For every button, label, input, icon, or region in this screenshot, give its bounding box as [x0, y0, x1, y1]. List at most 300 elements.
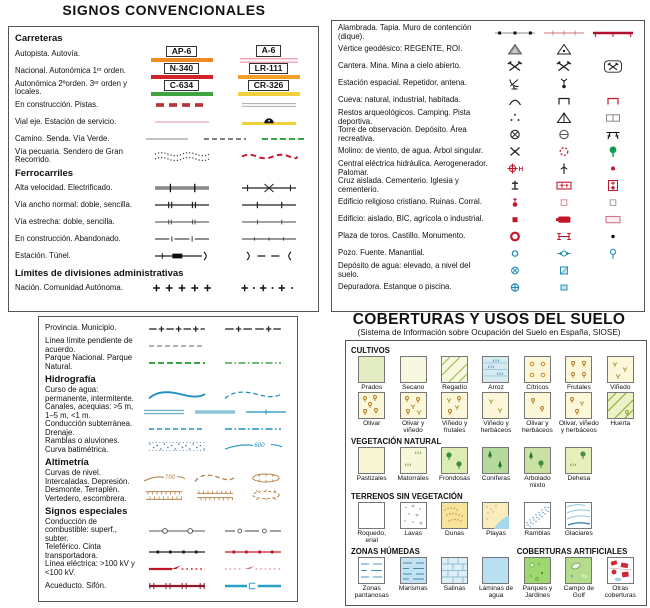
coverage-tile-label: Frondosas	[438, 475, 471, 482]
coverage-tile	[558, 392, 599, 434]
road-shield-icon	[225, 45, 312, 63]
bracket-icon	[539, 94, 588, 107]
legend-row	[45, 354, 291, 371]
tri_fill-icon	[490, 43, 539, 56]
legend-row	[45, 420, 291, 437]
sq_open-icon	[539, 196, 588, 209]
svg-text:700: 700	[165, 473, 176, 481]
road-color-bar	[151, 92, 213, 96]
road-color-bar	[151, 58, 213, 62]
legend-row	[15, 63, 312, 80]
ring_bold-icon	[490, 230, 539, 243]
bic-icon	[539, 213, 588, 226]
swatch-secano	[400, 356, 427, 383]
swatch-vinedo_herb	[482, 392, 509, 419]
legend-symbols	[139, 323, 291, 335]
legend-label: Estación espacial. Repetidor, antena.	[338, 78, 467, 88]
road-shield-icon	[138, 80, 225, 96]
road-color-bar	[240, 58, 298, 63]
curvedash-icon	[215, 389, 291, 401]
dashline-icon	[139, 340, 215, 352]
thinline-icon	[138, 116, 225, 128]
section-header: Altimetría	[45, 457, 89, 468]
coverage-section-header: COBERTURAS ARTIFICIALES	[516, 547, 628, 556]
tapia-icon	[539, 27, 588, 39]
coverage-tile-label: Olivar	[363, 420, 381, 427]
road-color-bar	[238, 92, 300, 96]
legend-symbols	[138, 99, 312, 111]
legend-label: Canales, acequias: >5 m, 1–5 m, <1 m.	[45, 402, 134, 420]
legend-symbols	[138, 233, 312, 245]
legend-row	[338, 228, 638, 245]
legend-label: En construcción. Abandonado.	[15, 233, 121, 243]
coverage-tile-label: Pastizales	[356, 475, 387, 482]
coverage-tile	[558, 447, 599, 489]
crosses-icon	[138, 282, 225, 294]
coverage-tile	[475, 392, 516, 434]
coverage-tile-label: Frutales	[566, 384, 591, 391]
legend-row	[15, 80, 312, 97]
coverage-section-header: VEGETACIÓN NATURAL	[351, 437, 442, 446]
legend-label: Alambrada. Tapia. Muro de contención (dique).	[338, 23, 472, 41]
raild-icon	[138, 199, 225, 211]
rails-icon	[225, 199, 312, 211]
coverage-tile-label: Olivar, viñedo y herbáceos	[558, 420, 599, 434]
coverage-tile-label: Olivar y herbáceos	[522, 420, 553, 434]
legend-symbols	[139, 489, 291, 501]
legend-label: Autopista. Autovía.	[15, 48, 81, 58]
coverage-tile	[392, 502, 433, 544]
coverage-tile-label: Dunas	[445, 530, 465, 537]
court-icon	[589, 111, 638, 124]
road-color-bar	[238, 75, 300, 79]
circplus_blue-icon	[490, 281, 539, 294]
legend-symbols	[138, 216, 312, 228]
svg-text:600: 600	[254, 441, 265, 449]
swatch-prados	[358, 356, 385, 383]
legend-label: Restos arqueológicos. Camping. Pista deportiva.	[338, 108, 471, 126]
road-shield-icon	[225, 63, 312, 79]
legend-label: En construcción. Pistas.	[15, 99, 99, 109]
coverage-tile	[517, 392, 558, 434]
swatch-marismas	[400, 557, 427, 584]
legend-label: Línea límite pendiente de acuerdo.	[45, 336, 133, 354]
coverage-tile-label: Roquedo, erial	[357, 530, 386, 544]
legend-label: Nacional. Autonómica 1ᵉʳ orden.	[15, 65, 126, 75]
turbine-icon	[539, 162, 588, 175]
coverage-tile-label: Viñedo y frutales	[441, 420, 468, 434]
siphon-icon	[215, 580, 291, 592]
legend-row	[338, 262, 638, 279]
legend-row	[45, 577, 291, 594]
swatch-lavas	[400, 502, 427, 529]
ellipsedash-icon	[240, 489, 291, 501]
coverage-tile	[600, 557, 641, 599]
legend-row	[338, 177, 638, 194]
combdown-icon	[139, 489, 190, 501]
coverage-tile	[517, 447, 558, 489]
coverage-tile	[351, 447, 392, 489]
swatch-pastizales	[358, 447, 385, 474]
coverage-tile-label: Olivar y viñedo	[401, 420, 425, 434]
legend-label: Cueva: natural, industrial, habitada.	[338, 95, 461, 105]
coverage-tile-label: Coníferas	[481, 475, 511, 482]
legend-label: Autonómica 2ºorden. 3ᵉʳ orden y locales.	[15, 78, 128, 96]
legend-label: Parque Nacional. Parque Natural.	[45, 353, 133, 371]
legend-row	[338, 143, 638, 160]
swatch-pantanosas	[358, 557, 385, 584]
swatch-olivar_vinedo	[400, 392, 427, 419]
coverage-tile-label: Viñedo y herbáceos	[480, 420, 512, 434]
hydro-icon	[490, 162, 539, 175]
legend-symbols	[490, 247, 638, 260]
legend-row	[15, 45, 312, 63]
legend-label: Alta velocidad. Electrificado.	[15, 182, 113, 192]
coverage-tile	[475, 447, 516, 489]
fountain-icon	[539, 247, 588, 260]
swatch-olivar	[358, 392, 385, 419]
stipple-icon	[139, 440, 215, 452]
legend-label: Conducción de combustible: superf., subter.	[45, 517, 117, 543]
swatch-otras	[607, 557, 634, 584]
legend-row	[338, 245, 638, 262]
wavyred-icon	[225, 150, 312, 162]
dashdot-icon	[215, 423, 291, 435]
dashline-icon	[196, 133, 254, 145]
legend-row	[338, 75, 638, 92]
coverage-tile	[392, 447, 433, 489]
swatch-regadio	[441, 356, 468, 383]
coverage-tile-label: Arroz	[488, 384, 504, 391]
coverage-tile-label: Zonas pantanosas	[354, 585, 389, 599]
section-header: Límites de divisiones administrativas	[15, 267, 184, 279]
legend-row	[338, 279, 638, 296]
legend-symbols	[490, 27, 638, 39]
section-header: Signos especiales	[45, 506, 128, 517]
legend-symbols	[490, 94, 638, 107]
legend-symbols	[138, 116, 312, 128]
raildt-icon	[138, 216, 225, 228]
swatch-playas	[482, 502, 509, 529]
legend-label: Nación. Comunidad Autónoma.	[15, 282, 123, 292]
curvedash-icon	[190, 472, 241, 484]
pipes-icon	[139, 525, 215, 537]
combup-icon	[190, 489, 241, 501]
legend-row	[338, 109, 638, 126]
raila-icon	[225, 233, 312, 245]
rect_open-icon	[589, 213, 638, 226]
legend-label: Vértice geodésico: REGENTE, ROI.	[338, 44, 463, 54]
legend-symbols	[490, 43, 638, 56]
legend-label: Edificio: aislado, BIC, agrícola o industrial.	[338, 214, 484, 224]
elechi-icon	[139, 563, 215, 575]
legend-symbols	[139, 472, 291, 484]
coverage-tile-label: Glaciares	[564, 530, 593, 537]
legend-label: Curvas de nivel. Intercaladas. Depresión.	[45, 468, 130, 486]
service-icon	[225, 116, 312, 128]
coverage-tile	[392, 356, 433, 391]
wavydots-icon	[138, 150, 225, 162]
swatch-matorrales	[400, 447, 427, 474]
legend-row	[338, 160, 638, 177]
legend-symbols	[490, 162, 638, 175]
fence-icon	[490, 27, 539, 39]
svg-text:H: H	[518, 166, 523, 173]
coverage-tile-label: Prados	[361, 384, 383, 391]
swatch-glaciares	[565, 502, 592, 529]
legend-row	[15, 214, 312, 231]
legend-row	[45, 337, 291, 354]
road-shield-icon	[138, 46, 225, 62]
sqdiag_blue-icon	[539, 264, 588, 277]
legend-symbols	[138, 45, 312, 63]
coberturas-title: COBERTURAS Y USOS DEL SUELO	[352, 311, 626, 328]
coverage-tile	[517, 356, 558, 391]
legend-label: Depósito de agua: elevado, a nivel del suelo.	[338, 261, 471, 279]
swatch-vinedo_frutales	[441, 392, 468, 419]
legend-label: Camino. Senda. Vía Verde.	[15, 133, 110, 143]
swatch-olivar_vinedo_herb	[565, 392, 592, 419]
legend-row	[15, 131, 312, 148]
spring-icon	[589, 247, 638, 260]
coverage-tile-label: Campo de Golf	[563, 585, 595, 599]
arc_open-icon	[490, 94, 539, 107]
coverage-tile	[475, 557, 516, 599]
rotor-icon	[490, 145, 539, 158]
swatch-frondosas	[441, 447, 468, 474]
coverage-tile	[434, 392, 475, 434]
road-shield-label: A-6	[256, 45, 282, 57]
coverage-section-header: ZONAS HÚMEDAS	[351, 547, 420, 556]
legend-row	[338, 92, 638, 109]
eleclo-icon	[215, 563, 291, 575]
muro-icon	[589, 27, 638, 39]
sq_fill-icon	[490, 213, 539, 226]
dashbar-icon	[138, 99, 225, 111]
castle-icon	[539, 230, 588, 243]
legend-row	[45, 518, 291, 543]
coverage-tile	[475, 356, 516, 391]
panel-carreteras	[8, 26, 319, 312]
legend-label: Vía pecuaria. Sendero de Gran Recorrido.	[15, 146, 123, 164]
legend-label: Conducción subterránea. Drenaje.	[45, 419, 133, 437]
swatch-frutales	[565, 356, 592, 383]
railst-icon	[225, 216, 312, 228]
coverage-tile-label: Huerta	[610, 420, 631, 427]
tomb-icon	[539, 179, 588, 192]
coverage-tile	[600, 392, 641, 434]
tri_dot-icon	[539, 43, 588, 56]
road-shield-icon	[225, 80, 312, 96]
ellipseticks-icon	[240, 472, 291, 484]
railelec-icon	[225, 182, 312, 194]
dish-icon	[490, 77, 539, 90]
legend-row	[15, 114, 312, 131]
legend-label: Pozo. Fuente. Manantial.	[338, 248, 425, 258]
coverage-section-header: CULTIVOS	[351, 346, 390, 355]
thinline-icon	[138, 133, 196, 145]
church-icon	[490, 196, 539, 209]
legend-symbols	[138, 63, 312, 79]
tunnel-icon	[225, 250, 312, 262]
legend-symbols	[139, 406, 291, 418]
legend-symbols	[139, 423, 291, 435]
section-header: Ferrocarriles	[15, 167, 74, 179]
hammers-icon	[539, 60, 588, 73]
legend-title: SIGNOS CONVENCIONALES	[62, 2, 266, 18]
section-header: Carreteras	[15, 33, 63, 44]
section-header: Hidrografía	[45, 374, 96, 385]
coverage-tile-label: Dehesa	[567, 475, 591, 482]
swatch-coniferas	[482, 447, 509, 474]
panel-simbolos-puntuales	[331, 20, 645, 312]
legend-row	[45, 386, 291, 403]
swatch-ramblas	[524, 502, 551, 529]
legend-symbols	[490, 196, 638, 209]
circle_x-icon	[490, 128, 539, 141]
legend-symbols	[490, 179, 638, 192]
curvelabel-icon	[139, 472, 190, 484]
legend-symbols	[138, 199, 312, 211]
road-shield-label: LR-111	[249, 63, 289, 75]
legend-row	[338, 194, 638, 211]
road-shield-label: AP-6	[166, 46, 198, 58]
coverage-tile-label: Lavas	[404, 530, 422, 537]
coverage-tile	[392, 557, 433, 599]
legend-label: Vial eje. Estación de servicio.	[15, 116, 117, 126]
legend-symbols	[139, 357, 291, 369]
road-color-bar	[151, 75, 213, 79]
legend-row	[15, 197, 312, 214]
dashline2-icon	[139, 357, 215, 369]
legend-label: Vía estrecha: doble, sencilla.	[15, 216, 115, 226]
coberturas-subtitle: (Sistema de Información sobre Ocupación del Suelo en España, SIOSE)	[357, 328, 621, 337]
legend-label: Torre de observación. Depósito. Área recreativa.	[338, 125, 467, 143]
legend-symbols	[139, 546, 291, 558]
coverage-tile	[558, 557, 599, 599]
coverage-tile-label: Viñedo	[610, 384, 631, 391]
railc-icon	[138, 233, 225, 245]
legend-symbols	[139, 563, 291, 575]
legend-label: Cruz aislada. Cementerio. Iglesia y cementerio.	[338, 176, 459, 194]
legend-row	[338, 24, 638, 41]
swatch-parques	[524, 557, 551, 584]
cross_base-icon	[490, 179, 539, 192]
coverage-tile-label: Láminas de agua	[478, 585, 514, 599]
dashline-icon	[139, 423, 215, 435]
coverage-tile	[351, 356, 392, 391]
hammers-icon	[490, 60, 539, 73]
legend-row	[45, 469, 291, 486]
canal2-icon	[139, 406, 190, 418]
legend-label: Plaza de toros. Castillo. Monumento.	[338, 231, 466, 241]
legend-row	[15, 280, 312, 297]
coverage-tile	[475, 502, 516, 544]
legend-symbols	[139, 440, 291, 452]
road-shield-icon	[138, 63, 225, 79]
dashdot-icon	[215, 357, 291, 369]
legend-symbols	[490, 213, 638, 226]
legend-symbols	[138, 250, 312, 262]
swatch-roquedo	[358, 502, 385, 529]
legend-symbols	[139, 580, 291, 592]
panel-limites-hidrografia	[38, 316, 298, 602]
swatch-salinas	[441, 557, 468, 584]
legend-label: Teleférico. Cinta transportadora.	[45, 542, 101, 560]
legend-row	[338, 126, 638, 143]
coverage-tile	[392, 392, 433, 434]
ant-icon	[539, 77, 588, 90]
coverage-tile-label: Marismas	[398, 585, 428, 592]
swatch-arroz	[482, 356, 509, 383]
coverage-tile	[351, 502, 392, 544]
tomb_dot-icon	[589, 179, 638, 192]
crossdots-icon	[225, 282, 312, 294]
coverage-tile	[558, 356, 599, 391]
road-shield-label: N-340	[164, 63, 199, 75]
legend-label: Vía ancho normal: doble, sencilla.	[15, 199, 133, 209]
swatch-golf	[565, 557, 592, 584]
legend-row	[15, 180, 312, 197]
coverage-tile	[351, 392, 392, 434]
pipesdash-icon	[215, 525, 291, 537]
legend-symbols	[138, 150, 312, 162]
sq_open-icon	[589, 196, 638, 209]
coverage-tile	[434, 502, 475, 544]
curvelabel-icon	[215, 440, 291, 452]
coverage-tile-label: Salinas	[443, 585, 466, 592]
coverage-section-header: TERRENOS SIN VEGETACIÓN	[351, 492, 463, 501]
legend-label: Molino: de viento, de agua. Árbol singular.	[338, 146, 484, 156]
swatch-olivar_herb	[524, 392, 551, 419]
legend-row	[45, 403, 291, 420]
provline-icon	[139, 323, 215, 335]
legend-row	[45, 437, 291, 454]
swatch-vinedo	[607, 356, 634, 383]
munline-icon	[215, 323, 291, 335]
legend-row	[338, 41, 638, 58]
legend-symbols	[490, 77, 638, 90]
legend-row	[45, 543, 291, 560]
station-icon	[138, 250, 225, 262]
legend-row	[338, 58, 638, 75]
legend-symbols	[490, 128, 638, 141]
panel-coberturas	[345, 340, 647, 606]
coverage-tile-label: Playas	[486, 530, 506, 537]
legend-row	[45, 560, 291, 577]
coverage-tile	[517, 557, 558, 599]
legend-symbols	[490, 145, 638, 158]
legend-label: Cantera. Mina. Mina a cielo abierto.	[338, 61, 462, 71]
legend-symbols	[490, 264, 638, 277]
swatch-dehesa	[565, 447, 592, 474]
hammers_box-icon	[589, 60, 638, 73]
cog-icon	[539, 145, 588, 158]
canalthick-icon	[190, 406, 241, 418]
coverage-tile-label: Matorrales	[397, 475, 429, 482]
cable-icon	[215, 546, 291, 558]
coverage-tile-label: Regadío	[442, 384, 468, 391]
legend-label: Desmonte. Terraplén. Vertedero, escombrera.	[45, 485, 127, 503]
legend-row	[338, 211, 638, 228]
legend-symbols	[139, 340, 291, 352]
legend-symbols	[139, 525, 291, 537]
aqueduct-icon	[139, 580, 215, 592]
legend-symbols	[490, 111, 638, 124]
dot_black-icon	[589, 230, 638, 243]
legend-symbols	[138, 182, 312, 194]
line2-icon	[225, 99, 312, 111]
